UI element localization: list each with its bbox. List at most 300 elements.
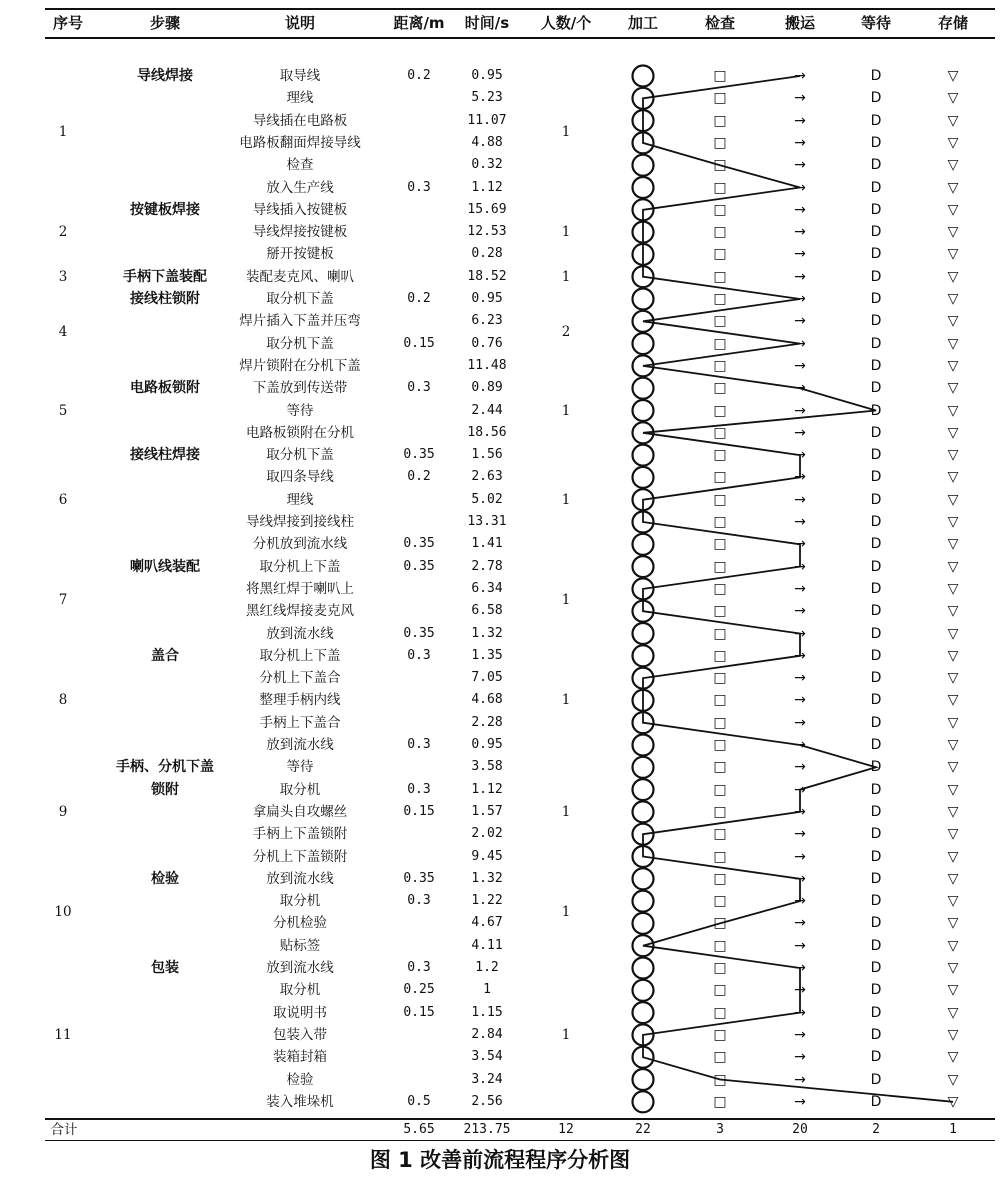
transport-symbol: → xyxy=(794,291,806,307)
wait-symbol: D xyxy=(870,580,882,597)
inspect-symbol: □ xyxy=(713,670,727,687)
transport-symbol: → xyxy=(794,625,806,642)
transport-symbol: → xyxy=(794,737,806,753)
row-description: 手柄上下盖锁附 xyxy=(252,826,348,843)
row-description: 取分机下盖 xyxy=(266,447,334,464)
wait-symbol: D xyxy=(870,982,882,999)
inspect-symbol: □ xyxy=(713,424,727,441)
process-circle xyxy=(633,645,654,666)
row-time: 0.32 xyxy=(471,157,503,173)
inspect-symbol: □ xyxy=(713,1004,727,1021)
persons-count: 1 xyxy=(561,123,571,140)
transport-symbol: → xyxy=(794,536,806,553)
inspect-symbol: □ xyxy=(713,803,727,820)
process-circle xyxy=(633,556,654,577)
persons-count: 1 xyxy=(561,692,571,709)
row-description: 取导线 xyxy=(279,68,321,84)
inspect-symbol: □ xyxy=(713,157,727,174)
inspect-symbol: □ xyxy=(713,781,727,798)
store-symbol: ▽ xyxy=(947,291,959,307)
store-symbol: ▽ xyxy=(947,1049,959,1066)
persons-count: 2 xyxy=(561,324,571,341)
wait-symbol: D xyxy=(870,291,882,307)
sequence-number: 2 xyxy=(58,224,68,241)
wait-symbol: D xyxy=(870,246,882,263)
header-seq: 序号 xyxy=(52,14,83,32)
wait-symbol: D xyxy=(870,112,882,129)
total-process: 22 xyxy=(635,1122,651,1137)
transport-symbol: → xyxy=(794,647,806,664)
store-symbol: ▽ xyxy=(947,647,959,664)
store-symbol: ▽ xyxy=(947,514,959,530)
inspect-symbol: □ xyxy=(713,90,727,107)
store-symbol: ▽ xyxy=(947,558,959,575)
row-distance: 0.15 xyxy=(403,803,435,819)
store-symbol: ▽ xyxy=(947,424,959,441)
row-time: 0.89 xyxy=(471,380,503,396)
process-circle xyxy=(633,801,654,822)
inspect-symbol: □ xyxy=(713,536,727,553)
transport-symbol: → xyxy=(794,157,806,174)
persons-count: 1 xyxy=(561,224,571,241)
step-name: 手柄下盖装配 xyxy=(123,268,207,285)
row-time: 2.63 xyxy=(471,469,503,485)
transport-symbol: → xyxy=(794,937,806,954)
row-time: 2.44 xyxy=(471,402,503,418)
row-time: 1 xyxy=(483,982,491,998)
inspect-symbol: □ xyxy=(713,915,727,932)
row-description: 包装入带 xyxy=(273,1026,327,1043)
inspect-symbol: □ xyxy=(713,759,727,776)
store-symbol: ▽ xyxy=(947,848,959,865)
inspect-symbol: □ xyxy=(713,737,727,753)
row-description: 理线 xyxy=(286,491,314,508)
row-description: 手柄上下盖合 xyxy=(259,714,341,731)
transport-symbol: → xyxy=(794,1026,806,1043)
store-symbol: ▽ xyxy=(947,112,959,129)
row-description: 整理手柄内线 xyxy=(259,692,341,709)
process-circle xyxy=(633,333,654,354)
wait-symbol: D xyxy=(870,1004,882,1021)
store-symbol: ▽ xyxy=(947,870,959,887)
wait-symbol: D xyxy=(870,1049,882,1066)
step-name: 按键板焊接 xyxy=(130,201,200,218)
store-symbol: ▽ xyxy=(947,90,959,107)
transport-symbol: → xyxy=(794,781,806,798)
row-description: 放到流水线 xyxy=(266,870,334,887)
row-time: 18.52 xyxy=(467,268,507,284)
inspect-symbol: □ xyxy=(713,491,727,508)
row-description: 电路板翻面焊接导线 xyxy=(239,134,361,151)
inspect-symbol: □ xyxy=(713,380,727,397)
row-distance: 0.35 xyxy=(403,536,435,552)
inspect-symbol: □ xyxy=(713,179,727,196)
process-circle xyxy=(633,445,654,466)
store-symbol: ▽ xyxy=(947,960,959,976)
row-time: 4.67 xyxy=(471,915,503,931)
transport-symbol: → xyxy=(794,246,806,263)
persons-count: 1 xyxy=(561,402,571,419)
wait-symbol: D xyxy=(870,558,882,575)
inspect-symbol: □ xyxy=(713,514,727,530)
row-time: 1.22 xyxy=(471,893,503,909)
row-time: 1.41 xyxy=(471,536,503,552)
sequence-number: 3 xyxy=(58,268,68,285)
transport-symbol: → xyxy=(794,357,806,374)
totals-label: 合计 xyxy=(50,1122,78,1138)
total-distance: 5.65 xyxy=(403,1122,435,1137)
row-time: 6.58 xyxy=(471,603,503,619)
inspect-symbol: □ xyxy=(713,224,727,241)
header-store: 存储 xyxy=(937,14,968,32)
inspect-symbol: □ xyxy=(713,1093,727,1110)
process-circle xyxy=(633,1002,654,1023)
row-distance: 0.2 xyxy=(407,469,431,485)
row-description: 取分机 xyxy=(279,781,321,798)
row-time: 0.95 xyxy=(471,291,503,306)
transport-symbol: → xyxy=(794,68,806,84)
process-circle xyxy=(633,1091,654,1112)
row-description: 将黑红焊于喇叭上 xyxy=(246,580,354,597)
inspect-symbol: □ xyxy=(713,647,727,664)
wait-symbol: D xyxy=(870,848,882,865)
row-description: 分机检验 xyxy=(273,915,327,932)
inspect-symbol: □ xyxy=(713,201,727,218)
row-distance: 0.3 xyxy=(407,781,431,797)
wait-symbol: D xyxy=(870,536,882,553)
sequence-number: 9 xyxy=(58,803,68,820)
process-circle xyxy=(633,913,654,934)
transport-symbol: → xyxy=(794,201,806,218)
flow-path xyxy=(643,76,953,1102)
inspect-symbol: □ xyxy=(713,960,727,976)
store-symbol: ▽ xyxy=(947,915,959,932)
wait-symbol: D xyxy=(870,380,882,397)
sequence-number: 10 xyxy=(54,904,72,921)
transport-symbol: → xyxy=(794,580,806,597)
transport-symbol: → xyxy=(794,1004,806,1021)
inspect-symbol: □ xyxy=(713,335,727,352)
wait-symbol: D xyxy=(870,68,882,84)
process-circle xyxy=(633,534,654,555)
transport-symbol: → xyxy=(794,380,806,397)
row-time: 2.84 xyxy=(471,1026,503,1042)
row-distance: 0.3 xyxy=(407,960,431,975)
store-symbol: ▽ xyxy=(947,982,959,999)
transport-symbol: → xyxy=(794,692,806,709)
row-time: 11.07 xyxy=(467,112,507,128)
row-time: 2.02 xyxy=(471,826,503,842)
process-circle xyxy=(633,66,654,87)
process-circle xyxy=(633,958,654,979)
row-description: 装配麦克风、喇叭 xyxy=(246,268,354,285)
wait-symbol: D xyxy=(870,803,882,820)
store-symbol: ▽ xyxy=(947,380,959,397)
inspect-symbol: □ xyxy=(713,313,727,330)
inspect-symbol: □ xyxy=(713,246,727,263)
row-time: 1.15 xyxy=(471,1004,503,1020)
wait-symbol: D xyxy=(870,937,882,954)
row-distance: 0.2 xyxy=(407,68,431,83)
store-symbol: ▽ xyxy=(947,224,959,241)
row-time: 9.45 xyxy=(471,848,503,864)
header-process: 加工 xyxy=(627,14,658,32)
store-symbol: ▽ xyxy=(947,402,959,419)
row-distance: 0.5 xyxy=(407,1093,431,1109)
transport-symbol: → xyxy=(794,670,806,687)
inspect-symbol: □ xyxy=(713,558,727,575)
step-name: 盖合 xyxy=(151,647,179,664)
row-distance: 0.35 xyxy=(403,625,435,641)
store-symbol: ▽ xyxy=(947,68,959,84)
header-step: 步骤 xyxy=(149,14,180,32)
row-time: 4.88 xyxy=(471,134,503,150)
store-symbol: ▽ xyxy=(947,759,959,776)
row-time: 11.48 xyxy=(467,357,507,373)
row-description: 分机上下盖合 xyxy=(259,670,341,687)
persons-count: 1 xyxy=(561,904,571,921)
row-description: 取分机上下盖 xyxy=(259,647,341,664)
row-description: 取分机上下盖 xyxy=(259,558,341,575)
wait-symbol: D xyxy=(870,960,882,976)
wait-symbol: D xyxy=(870,870,882,887)
total-wait: 2 xyxy=(872,1122,880,1137)
row-time: 1.35 xyxy=(471,647,503,663)
step-name: 手柄、分机下盖 xyxy=(116,759,214,776)
row-distance: 0.3 xyxy=(407,380,431,396)
row-description: 取分机下盖 xyxy=(266,335,334,352)
inspect-symbol: □ xyxy=(713,469,727,486)
row-description: 装箱封箱 xyxy=(273,1049,327,1066)
process-circle xyxy=(633,378,654,399)
row-time: 0.76 xyxy=(471,335,503,351)
row-distance: 0.35 xyxy=(403,558,435,574)
process-circle xyxy=(633,1069,654,1090)
row-time: 13.31 xyxy=(467,514,507,529)
process-circle xyxy=(633,400,654,421)
wait-symbol: D xyxy=(870,915,882,932)
row-description: 导线插入按键板 xyxy=(252,201,348,218)
inspect-symbol: □ xyxy=(713,692,727,709)
row-description: 焊片锁附在分机下盖 xyxy=(239,357,361,374)
store-symbol: ▽ xyxy=(947,1026,959,1043)
store-symbol: ▽ xyxy=(947,937,959,954)
transport-symbol: → xyxy=(794,1071,806,1088)
row-description: 导线焊接按键板 xyxy=(252,224,348,241)
row-description: 焊片插入下盖并压弯 xyxy=(239,313,361,330)
store-symbol: ▽ xyxy=(947,737,959,753)
row-description: 放到流水线 xyxy=(266,737,334,753)
inspect-symbol: □ xyxy=(713,603,727,620)
row-time: 2.78 xyxy=(471,558,503,574)
sequence-number: 8 xyxy=(58,692,68,709)
store-symbol: ▽ xyxy=(947,803,959,820)
transport-symbol: → xyxy=(794,982,806,999)
store-symbol: ▽ xyxy=(947,469,959,486)
wait-symbol: D xyxy=(870,826,882,843)
row-time: 3.58 xyxy=(471,759,503,775)
header-time: 时间/s xyxy=(464,14,510,32)
process-circle xyxy=(633,757,654,778)
store-symbol: ▽ xyxy=(947,357,959,374)
wait-symbol: D xyxy=(870,179,882,196)
row-description: 理线 xyxy=(286,90,314,107)
store-symbol: ▽ xyxy=(947,335,959,352)
wait-symbol: D xyxy=(870,357,882,374)
persons-count: 1 xyxy=(561,592,571,609)
step-name: 锁附 xyxy=(151,781,179,798)
transport-symbol: → xyxy=(794,1049,806,1066)
store-symbol: ▽ xyxy=(947,447,959,464)
inspect-symbol: □ xyxy=(713,447,727,464)
transport-symbol: → xyxy=(794,112,806,129)
wait-symbol: D xyxy=(870,692,882,709)
row-description: 取说明书 xyxy=(273,1004,327,1021)
inspect-symbol: □ xyxy=(713,68,727,84)
inspect-symbol: □ xyxy=(713,402,727,419)
transport-symbol: → xyxy=(794,224,806,241)
inspect-symbol: □ xyxy=(713,714,727,731)
row-time: 0.28 xyxy=(471,246,503,262)
step-name: 电路板锁附 xyxy=(130,380,200,397)
store-symbol: ▽ xyxy=(947,157,959,174)
store-symbol: ▽ xyxy=(947,826,959,843)
header-desc: 说明 xyxy=(284,14,315,32)
step-name: 接线柱锁附 xyxy=(130,291,200,307)
total-store: 1 xyxy=(949,1122,957,1137)
wait-symbol: D xyxy=(870,670,882,687)
row-time: 4.11 xyxy=(471,937,503,953)
store-symbol: ▽ xyxy=(947,268,959,285)
wait-symbol: D xyxy=(870,313,882,330)
process-circle xyxy=(633,980,654,1001)
wait-symbol: D xyxy=(870,491,882,508)
store-symbol: ▽ xyxy=(947,1093,959,1110)
row-description: 检验 xyxy=(286,1071,314,1088)
row-time: 1.57 xyxy=(471,803,503,819)
inspect-symbol: □ xyxy=(713,580,727,597)
row-time: 5.23 xyxy=(471,90,503,106)
process-circle xyxy=(633,891,654,912)
inspect-symbol: □ xyxy=(713,848,727,865)
process-circle xyxy=(633,155,654,176)
row-description: 装入堆垛机 xyxy=(266,1093,334,1110)
row-distance: 0.35 xyxy=(403,870,435,886)
wait-symbol: D xyxy=(870,1026,882,1043)
total-persons: 12 xyxy=(558,1122,574,1137)
row-time: 1.56 xyxy=(471,447,503,463)
transport-symbol: → xyxy=(794,759,806,776)
transport-symbol: → xyxy=(794,893,806,910)
header-inspect: 检查 xyxy=(704,14,735,32)
store-symbol: ▽ xyxy=(947,246,959,263)
row-time: 1.32 xyxy=(471,625,503,641)
row-distance: 0.25 xyxy=(403,982,435,998)
process-circle xyxy=(633,779,654,800)
inspect-symbol: □ xyxy=(713,982,727,999)
store-symbol: ▽ xyxy=(947,313,959,330)
transport-symbol: → xyxy=(794,826,806,843)
persons-count: 1 xyxy=(561,268,571,285)
wait-symbol: D xyxy=(870,514,882,530)
wait-symbol: D xyxy=(870,157,882,174)
store-symbol: ▽ xyxy=(947,603,959,620)
row-time: 1.2 xyxy=(475,960,499,975)
step-name: 喇叭线装配 xyxy=(130,558,200,575)
row-description: 等待 xyxy=(286,759,314,776)
inspect-symbol: □ xyxy=(713,357,727,374)
row-time: 15.69 xyxy=(467,201,507,217)
transport-symbol: → xyxy=(794,134,806,151)
store-symbol: ▽ xyxy=(947,625,959,642)
inspect-symbol: □ xyxy=(713,1049,727,1066)
transport-symbol: → xyxy=(794,491,806,508)
transport-symbol: → xyxy=(794,603,806,620)
row-description: 等待 xyxy=(286,402,314,419)
header-persons: 人数/个 xyxy=(540,14,592,32)
wait-symbol: D xyxy=(870,1071,882,1088)
row-distance: 0.3 xyxy=(407,179,431,195)
store-symbol: ▽ xyxy=(947,692,959,709)
transport-symbol: → xyxy=(794,469,806,486)
store-symbol: ▽ xyxy=(947,179,959,196)
row-time: 7.05 xyxy=(471,670,503,686)
wait-symbol: D xyxy=(870,447,882,464)
sequence-number: 5 xyxy=(58,402,68,419)
row-description: 取分机下盖 xyxy=(266,291,334,307)
row-description: 黑红线焊接麦克风 xyxy=(246,603,354,620)
row-description: 分机上下盖锁附 xyxy=(252,848,348,865)
row-description: 放到流水线 xyxy=(266,960,334,976)
row-description: 下盖放到传送带 xyxy=(252,380,348,397)
row-description: 贴标签 xyxy=(279,937,321,954)
inspect-symbol: □ xyxy=(713,625,727,642)
persons-count: 1 xyxy=(561,491,571,508)
store-symbol: ▽ xyxy=(947,536,959,553)
inspect-symbol: □ xyxy=(713,870,727,887)
store-symbol: ▽ xyxy=(947,201,959,218)
wait-symbol: D xyxy=(870,335,882,352)
inspect-symbol: □ xyxy=(713,112,727,129)
row-description: 分机放到流水线 xyxy=(252,536,348,553)
store-symbol: ▽ xyxy=(947,1071,959,1088)
store-symbol: ▽ xyxy=(947,1004,959,1021)
wait-symbol: D xyxy=(870,402,882,419)
row-distance: 0.3 xyxy=(407,893,431,909)
row-time: 6.23 xyxy=(471,313,503,329)
wait-symbol: D xyxy=(870,90,882,107)
row-time: 18.56 xyxy=(467,424,507,440)
step-name: 包装 xyxy=(151,960,179,976)
inspect-symbol: □ xyxy=(713,826,727,843)
transport-symbol: → xyxy=(794,268,806,285)
sequence-number: 11 xyxy=(54,1026,72,1043)
total-transport: 20 xyxy=(792,1122,808,1137)
row-time: 3.24 xyxy=(471,1071,503,1087)
wait-symbol: D xyxy=(870,201,882,218)
row-description: 取分机 xyxy=(279,893,321,910)
wait-symbol: D xyxy=(870,781,882,798)
store-symbol: ▽ xyxy=(947,893,959,910)
sequence-number: 4 xyxy=(58,324,68,341)
row-distance: 0.15 xyxy=(403,1004,435,1020)
process-circle xyxy=(633,289,654,310)
transport-symbol: → xyxy=(794,424,806,441)
wait-symbol: D xyxy=(870,603,882,620)
row-description: 检查 xyxy=(286,157,314,174)
step-name: 导线焊接 xyxy=(137,68,193,84)
row-description: 导线焊接到接线柱 xyxy=(246,514,354,530)
